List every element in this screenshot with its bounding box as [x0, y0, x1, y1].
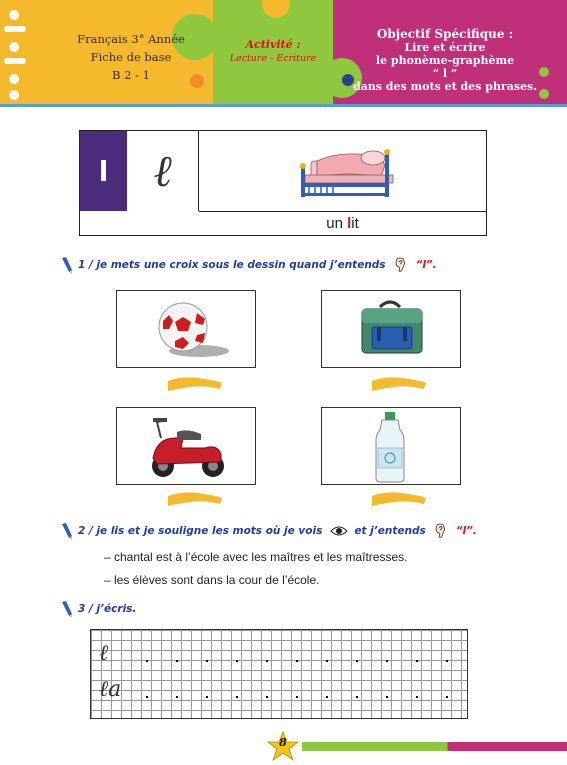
guide-dot [236, 696, 238, 698]
bed-image [199, 131, 486, 211]
objective-line: dans des mots et des phrases. [352, 80, 538, 93]
pencil-icon [60, 256, 74, 274]
pencil-icon [60, 522, 74, 540]
binder-hole [9, 74, 19, 84]
guide-dot [206, 660, 208, 662]
objective-line: “ l ” [432, 67, 458, 80]
guide-dot [356, 696, 358, 698]
binder-hole [9, 90, 19, 100]
guide-dot [416, 696, 418, 698]
header-activity [213, 38, 333, 64]
footer-bar [302, 742, 567, 751]
exercise-1-label: 1 / je mets une croix sous le dessin quand j’entends [78, 259, 386, 271]
guide-dot [146, 696, 148, 698]
activity-title: Activité : [245, 38, 301, 51]
picture-box-bag [321, 290, 461, 368]
ear-icon [434, 523, 448, 539]
exercise-2-label-b: et j’entends [354, 525, 426, 537]
exercise-2-label-a: 2 / je lis et je souligne les mots où je vois [78, 525, 323, 537]
writing-model-la: ℓa [99, 677, 122, 702]
picture-box-bottle [321, 407, 461, 485]
guide-dot [296, 660, 298, 662]
header-course-info [56, 30, 206, 84]
answer-mark[interactable] [164, 373, 226, 395]
exercise-3-label: 3 / j’écris. [78, 603, 137, 615]
picture-box-ball [116, 290, 256, 368]
scooter-image [117, 408, 255, 484]
guide-dot [296, 696, 298, 698]
answer-mark[interactable] [368, 373, 430, 395]
guide-dot [326, 660, 328, 662]
course-title: Français 3° Année [77, 32, 185, 46]
guide-dot [356, 660, 358, 662]
example-word [199, 211, 486, 236]
word-highlight-letter: l [347, 215, 352, 232]
answer-mark[interactable] [164, 488, 226, 510]
guide-dot [416, 660, 418, 662]
print-letter: l [80, 131, 127, 211]
blank-cell [80, 211, 199, 236]
exercise-1-heading [60, 256, 437, 274]
word-prefix: un [326, 215, 348, 232]
exercise-1-sound: “l”. [415, 259, 437, 271]
guide-dot [326, 696, 328, 698]
activity-subtitle: Lecture - Ecriture [229, 53, 317, 64]
picture-box-scooter [116, 407, 256, 485]
guide-dot [386, 696, 388, 698]
guide-dot [266, 696, 268, 698]
sentence-2: – les élèves sont dans la cour de l’école. [104, 573, 320, 587]
bag-image [322, 291, 460, 367]
answer-mark[interactable] [368, 488, 430, 510]
bottle-image [322, 408, 460, 484]
guide-dot [176, 660, 178, 662]
sheet-code: B 2 - 1 [112, 68, 150, 82]
guide-dot [236, 660, 238, 662]
word-suffix: it [351, 215, 359, 232]
page-number: 8 [279, 736, 287, 749]
objective-line: Lire et écrire [404, 41, 486, 54]
letter-table [79, 130, 487, 236]
writing-grid[interactable] [90, 629, 468, 719]
guide-dot [446, 660, 448, 662]
script-letter: ℓ [127, 131, 199, 211]
guide-dot [146, 660, 148, 662]
exercise-2-sound: “l”. [455, 525, 477, 537]
binder-ring [4, 26, 26, 32]
writing-model-l: ℓ [99, 641, 109, 666]
page-header [0, 0, 567, 108]
binder-hole [9, 42, 19, 52]
sentence-1: – chantal est à l’école avec les maîtres et les maîtresses. [104, 550, 408, 564]
binder-hole [9, 10, 19, 20]
eye-icon [330, 525, 348, 537]
objective-title: Objectif Spécifique : [376, 27, 514, 41]
ball-image [117, 291, 255, 367]
ear-icon [394, 257, 408, 273]
objective-line: le phonème-graphème [375, 54, 515, 67]
pencil-icon [60, 600, 74, 618]
header-objective [345, 28, 545, 93]
guide-dot [266, 660, 268, 662]
guide-dot [386, 660, 388, 662]
guide-dot [176, 696, 178, 698]
exercise-2-heading [60, 522, 477, 540]
sheet-type: Fiche de base [90, 50, 172, 64]
binder-ring [4, 58, 26, 64]
guide-dot [206, 696, 208, 698]
exercise-3-heading [60, 600, 136, 618]
guide-dot [446, 696, 448, 698]
header-underline [0, 104, 567, 107]
